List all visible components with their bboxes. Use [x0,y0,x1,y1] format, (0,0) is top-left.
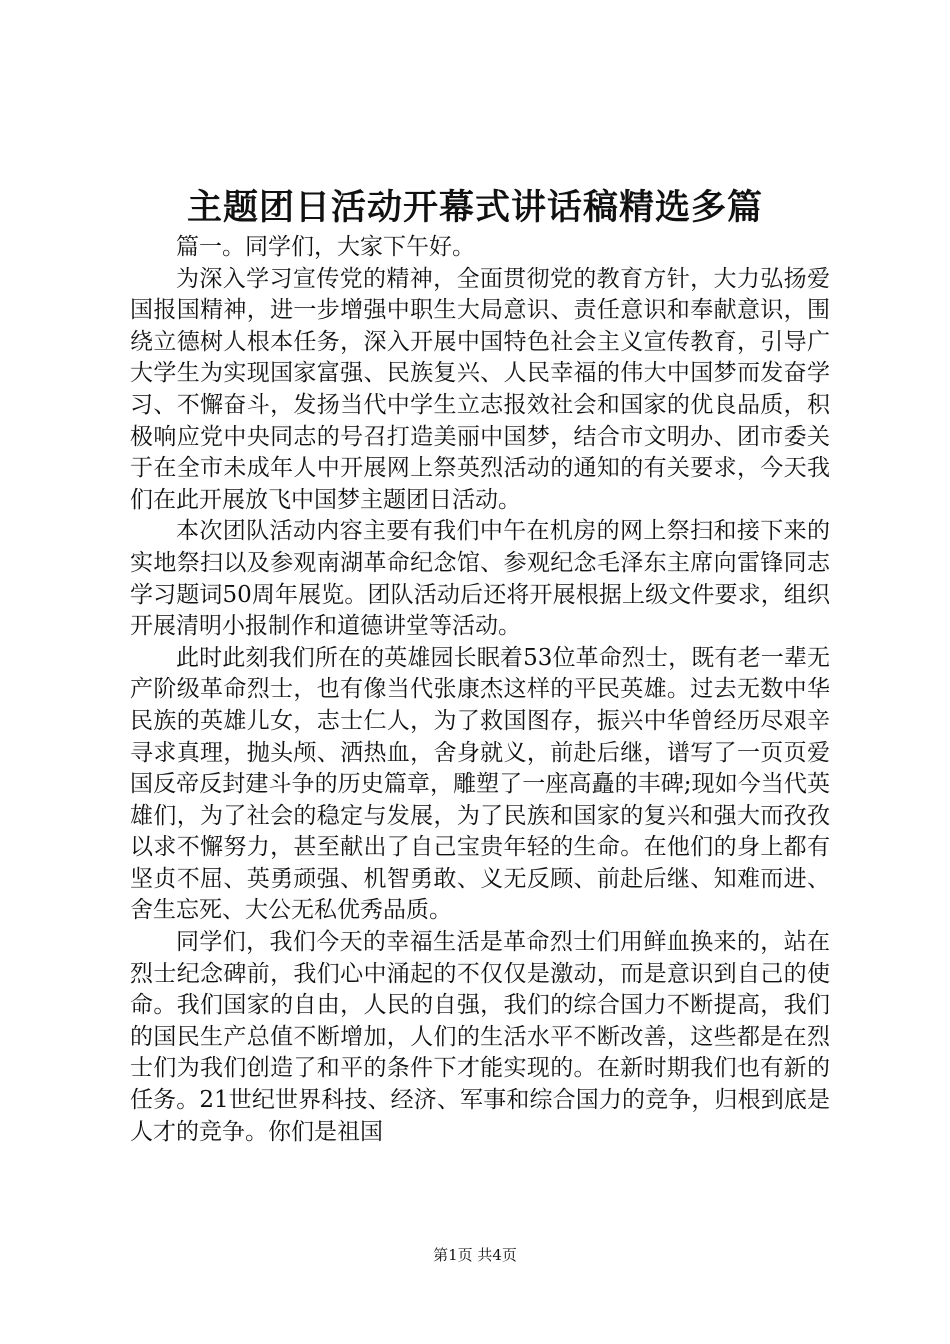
paragraph-1: 篇一。同学们，大家下午好。 [176,234,475,260]
document-body [130,232,830,1148]
document-title: 主题团日活动开幕式讲话稿精选多篇 [186,187,763,228]
paragraph-3: 本次团队活动内容主要有我们中午在机房的网上祭扫和接下来的实地祭扫以及参观南湖革命纪念馆、参观纪念毛泽东主席向雷锋同志学习题词50周年展览。团队活动后还将开展根据上级文件要求，组织开展清明小报制作和道德讲堂等活动。 [130,518,830,640]
paragraph-4: 此时此刻我们所在的英雄园长眠着53位革命烈士，既有老一辈无产阶级革命烈士，也有像当代张康杰这样的平民英雄。过去无数中华民族的英雄儿女，志士仁人，为了救国图存，振兴中华曾经历尽艰辛寻求真理，抛头颅、洒热血，舍身就义，前赴后继，谱写了一页页爱国反帝反封建斗争的历史篇章，雕塑了一座高矗的丰碑;现如今当代英雄们，为了社会的稳定与发展，为了民族和国家的复兴和强大而孜孜以求不懈努力，甚至献出了自己宝贵年轻的生命。在他们的身上都有坚贞不屈、英勇顽强、机智勇敢、义无反顾、前赴后继、知难而进、舍生忘死、大公无私优秀品质。 [130,644,830,924]
paragraph-5: 同学们，我们今天的幸福生活是革命烈士们用鲜血换来的，站在烈士纪念碑前，我们心中涌起的不仅仅是激动，而是意识到自己的使命。我们国家的自由，人民的自强，我们的综合国力不断提高，我们的国民生产总值不断增加，人们的生活水平不断改善，这些都是在烈士们为我们创造了和平的条件下才能实现的。在新时期我们也有新的任务。21世纪世界科技、经济、军事和综合国力的竞争，归根到底是人才的竞争。你们是祖国 [130,929,830,1145]
paragraph-2: 为深入学习宣传党的精神，全面贯彻党的教育方针，大力弘扬爱国报国精神，进一步增强中职生大局意识、责任意识和奉献意识，围绕立德树人根本任务，深入开展中国特色社会主义宣传教育，引导广大学生为实现国家富强、民族复兴、人民幸福的伟大中国梦而发奋学习、不懈奋斗，发扬当代中学生立志报效社会和国家的优良品质，积极响应党中央同志的号召打造美丽中国梦，结合市文明办、团市委关于在全市未成年人中开展网上祭英烈活动的通知的有关要求，今天我们在此开展放飞中国梦主题团日活动。 [130,265,830,513]
page-footer: 第1页 共4页 [433,1246,517,1264]
